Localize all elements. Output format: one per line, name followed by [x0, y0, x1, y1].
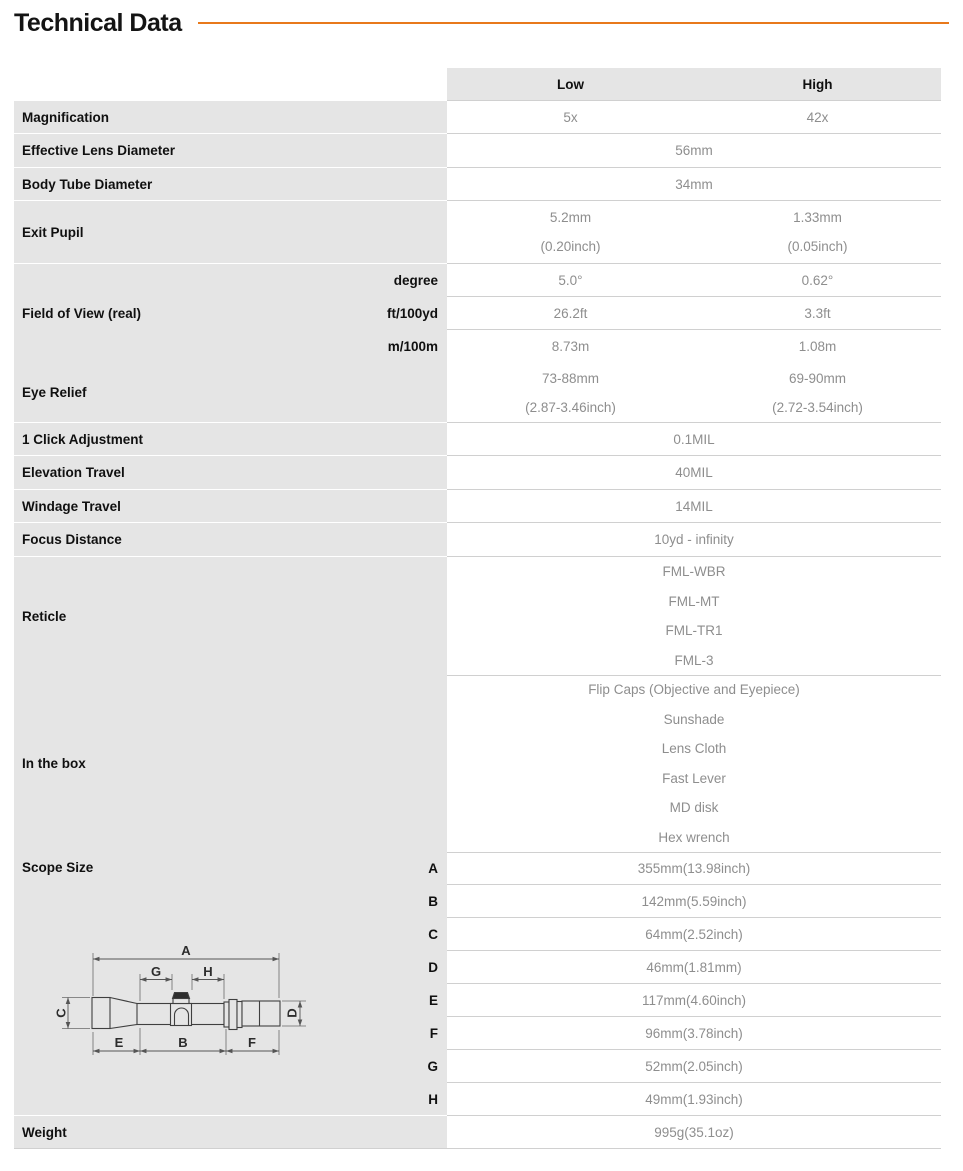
scope-size-a: 355mm(13.98inch)	[447, 852, 941, 885]
in-the-box-list	[447, 675, 941, 853]
bell-taper	[110, 998, 137, 1029]
table-row-effective-lens-diameter	[14, 134, 941, 168]
technical-data-table	[14, 68, 941, 1149]
scope-size-b: 142mm(5.59inch)	[447, 885, 941, 918]
row-label: In the box	[14, 675, 447, 853]
scope-size-h: 49mm(1.93inch)	[447, 1083, 941, 1116]
fov-m-low: 8.73m	[551, 339, 590, 354]
table-row-field-of-view	[14, 264, 941, 363]
objective-bell	[92, 998, 110, 1029]
row-label: Field of View (real)	[22, 306, 142, 321]
dimension-letter-e: E	[428, 993, 438, 1008]
dimension-letter-column	[427, 852, 447, 1116]
diagram-label-h: H	[203, 964, 213, 979]
table-row-in-the-box	[14, 675, 941, 852]
reticle-option: FML-MT	[668, 593, 720, 609]
scope-dimension-diagram	[40, 940, 340, 1075]
unit-ft-100yd: ft/100yd	[386, 306, 438, 321]
value: 14MIL	[447, 490, 941, 523]
unit-m-100m: m/100m	[387, 339, 438, 354]
fov-ft-low: 26.2ft	[447, 297, 694, 330]
row-label: 1 Click Adjustment	[14, 423, 447, 456]
diagram-label-f: F	[248, 1035, 256, 1050]
reticle-option: FML-3	[674, 652, 714, 668]
table-row-reticle	[14, 557, 941, 675]
value-line: (2.87-3.46inch)	[525, 399, 616, 415]
table-row-body-tube-diameter	[14, 168, 941, 201]
scope-outline	[92, 993, 280, 1030]
value-line: 73-88mm	[541, 370, 600, 386]
dimension-letter-c: C	[428, 927, 438, 942]
diagram-label-a: A	[181, 943, 191, 958]
row-label: Focus Distance	[14, 523, 447, 557]
row-label-cell	[14, 264, 447, 364]
turret-base	[173, 999, 189, 1004]
box-item: Lens Cloth	[661, 741, 727, 757]
table-row-magnification	[14, 101, 941, 134]
value: 995g(35.1oz)	[447, 1116, 941, 1149]
table-row-focus-distance	[14, 523, 941, 557]
dimension-letter-b: B	[428, 894, 438, 909]
unit-column	[387, 264, 447, 363]
row-label: Elevation Travel	[14, 456, 447, 490]
title-accent-line	[198, 22, 949, 24]
scope-size-d: 46mm(1.81mm)	[447, 951, 941, 984]
value: 0.1MIL	[447, 423, 941, 456]
scope-size-values	[447, 852, 941, 1116]
table-header-row	[14, 68, 941, 101]
row-label: Weight	[14, 1116, 447, 1149]
reticle-list	[447, 557, 941, 676]
diagram-label-b: B	[178, 1035, 188, 1050]
ring-step	[237, 1002, 242, 1028]
value-line: (0.20inch)	[540, 239, 601, 254]
value: 10yd - infinity	[447, 523, 941, 557]
section-header	[14, 6, 949, 40]
scope-size-g: 52mm(2.05inch)	[447, 1050, 941, 1083]
page-title: Technical Data	[14, 8, 182, 37]
row-label: Effective Lens Diameter	[14, 134, 447, 168]
ring-small	[224, 1002, 229, 1027]
value: 56mm	[447, 134, 941, 168]
fov-m-high: 1.08m	[798, 339, 837, 354]
reticle-option: FML-TR1	[665, 623, 723, 639]
column-header-high: High	[694, 68, 941, 101]
value: 34mm	[447, 168, 941, 201]
header-spacer	[14, 68, 447, 101]
dimension-letter-d: D	[428, 960, 438, 975]
table-row-scope-size	[14, 852, 941, 1116]
row-label: Reticle	[14, 557, 447, 676]
dimension-letter-a: A	[428, 861, 438, 876]
row-label: Scope Size	[22, 860, 94, 875]
scope-size-label-cell	[14, 852, 447, 1116]
value-low-column	[447, 264, 694, 364]
diagram-label-d: D	[284, 1008, 300, 1018]
power-ring	[229, 1000, 237, 1030]
turret-cap	[173, 993, 190, 999]
table-row-exit-pupil	[14, 201, 941, 264]
box-item: Hex wrench	[658, 829, 730, 845]
value-high	[694, 363, 941, 423]
fov-degree-low: 5.0°	[447, 264, 694, 297]
row-label: Exit Pupil	[14, 201, 447, 264]
row-label: Windage Travel	[14, 490, 447, 523]
scope-size-c: 64mm(2.52inch)	[447, 918, 941, 951]
eyepiece	[242, 1001, 280, 1026]
table-row-click-adjustment	[14, 423, 941, 456]
unit-degree: degree	[393, 273, 438, 288]
value-line: 69-90mm	[788, 370, 847, 386]
fov-ft-high: 3.3ft	[694, 297, 941, 330]
value: 40MIL	[447, 456, 941, 490]
fov-degree-high: 0.62°	[694, 264, 941, 297]
value-line: (2.72-3.54inch)	[772, 399, 863, 415]
table-row-eye-relief	[14, 363, 941, 423]
row-label: Body Tube Diameter	[14, 168, 447, 201]
scope-size-e: 117mm(4.60inch)	[447, 984, 941, 1017]
diagram-label-g: G	[150, 964, 162, 979]
box-item: Sunshade	[663, 711, 725, 727]
value-low	[447, 363, 694, 423]
diagram-label-e: E	[114, 1035, 124, 1050]
dimension-letter-g: G	[427, 1059, 438, 1074]
value-line: (0.05inch)	[787, 239, 848, 254]
value-high-column	[694, 264, 941, 364]
dimension-letter-f: F	[429, 1026, 438, 1041]
box-item: Fast Lever	[662, 770, 726, 786]
scope-size-f: 96mm(3.78inch)	[447, 1017, 941, 1050]
reticle-option: FML-WBR	[662, 564, 726, 580]
value-line: 1.33mm	[793, 210, 842, 225]
table-row-weight	[14, 1116, 941, 1149]
value-line: 5.2mm	[549, 210, 592, 225]
value-high: 42x	[694, 101, 941, 134]
box-item: MD disk	[669, 800, 719, 816]
diagram-label-c: C	[53, 1008, 69, 1018]
value-low: 5x	[447, 101, 694, 134]
value-high	[694, 201, 941, 264]
table-row-windage-travel	[14, 490, 941, 523]
row-label: Eye Relief	[14, 363, 447, 423]
row-label: Magnification	[14, 101, 447, 134]
value-low	[447, 201, 694, 264]
box-item: Flip Caps (Objective and Eyepiece)	[588, 682, 800, 698]
table-row-elevation-travel	[14, 456, 941, 490]
dimension-letter-h: H	[428, 1092, 438, 1107]
column-header-low: Low	[447, 68, 694, 101]
